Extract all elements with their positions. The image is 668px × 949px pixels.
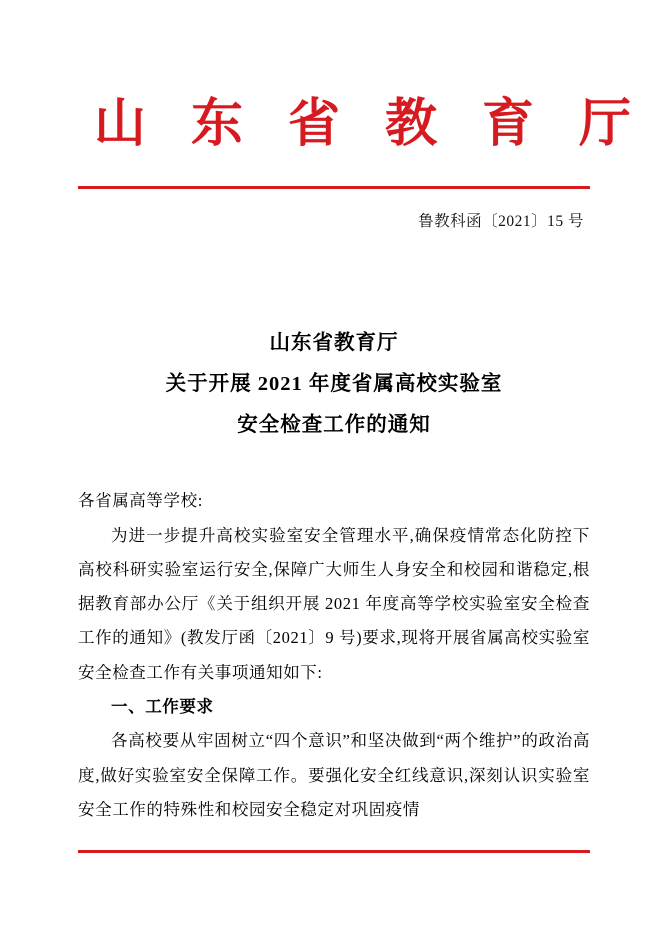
salutation: 各省属高等学校: bbox=[78, 491, 203, 511]
document-number: 鲁教科函〔2021〕15 号 bbox=[418, 213, 584, 231]
title-line-1: 山东省教育厅 bbox=[269, 332, 399, 355]
section-paragraph-1: 各高校要从牢固树立“四个意识”和坚决做到“两个维护”的政治高度,做好实验室安全保障工作。要强化安全红线意识,深刻认识实验室安全工作的特殊性和校园安全稳定对巩固疫情 bbox=[78, 731, 590, 819]
red-divider-bottom bbox=[78, 850, 590, 853]
document-title bbox=[78, 323, 590, 446]
title-line-3: 安全检查工作的通知 bbox=[237, 414, 431, 437]
issuing-authority-title: 山 东 省 教 育 厅 bbox=[94, 96, 648, 153]
title-line-2: 关于开展 2021 年度省属高校实验室 bbox=[165, 373, 503, 396]
body-paragraph-1: 为进一步提升高校实验室安全管理水平,确保疫情常态化防控下高校科研实验室运行安全,保障广大师生人身安全和校园和谐稳定,根据教育部办公厅《关于组织开展 2021 年度高等学校实验室安全检查工作的通知》(教发厅函〔2021〕9 号)要求,现将开展省属高校实验室安全检查工作有关事项通知如下: bbox=[78, 525, 590, 682]
document-body bbox=[78, 484, 590, 827]
masthead bbox=[78, 0, 648, 153]
section-heading-1: 一、工作要求 bbox=[111, 697, 214, 717]
red-divider-top bbox=[78, 186, 590, 189]
document-number-row bbox=[78, 209, 590, 231]
